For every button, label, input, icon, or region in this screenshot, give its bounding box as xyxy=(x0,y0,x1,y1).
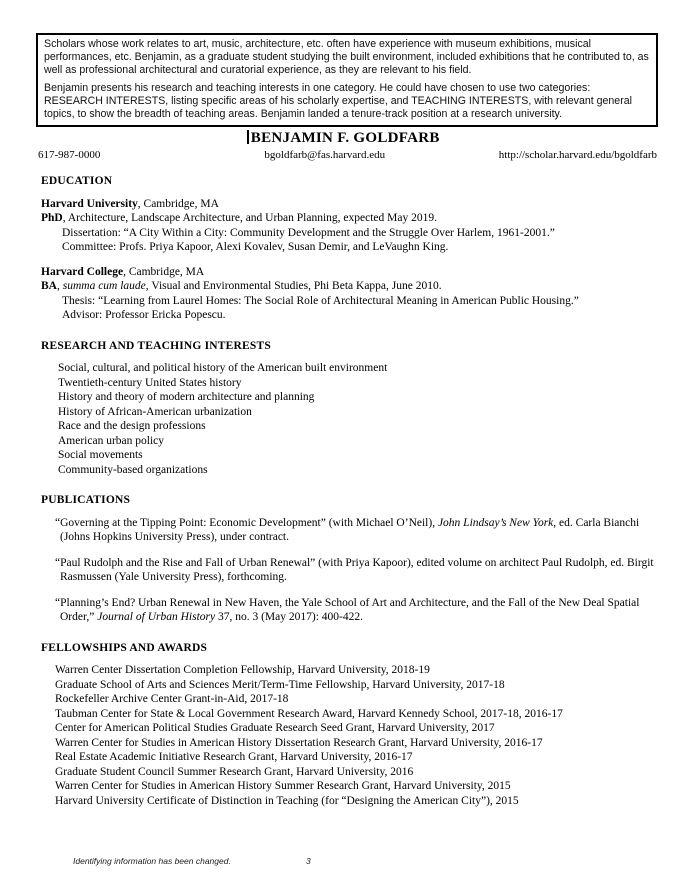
dissertation-line: Dissertation: “A City Within a City: Community Development and the Struggle Over Harlem, 1961-2001.” xyxy=(62,226,555,239)
education-entry xyxy=(41,197,659,255)
interests-list xyxy=(41,361,659,477)
thesis-line: Thesis: “Learning from Laurel Homes: The Social Role of Architectural Meaning in American Public Housing.” xyxy=(62,294,579,307)
advice-note-box xyxy=(36,33,658,127)
footer-note: Identifying information has been changed. xyxy=(73,856,231,866)
contact-row xyxy=(0,147,687,161)
interest-item: Twentieth-century United States history xyxy=(58,376,242,389)
text-cursor xyxy=(247,130,249,144)
interest-item: Community-based organizations xyxy=(58,463,208,476)
website-url: http://scholar.harvard.edu/bgoldfarb xyxy=(498,149,658,161)
fellowship-item: Center for American Political Studies Graduate Research Seed Grant, Harvard University, 2017 xyxy=(55,722,495,734)
interest-item: History and theory of modern architecture and planning xyxy=(58,391,315,403)
interest-item: American urban policy xyxy=(58,434,165,447)
degree-honors: summa cum laude xyxy=(62,280,146,292)
degree-line xyxy=(41,279,659,294)
interest-item: Social, cultural, and political history of the American built environment xyxy=(58,362,388,374)
fellowship-item: Harvard University Certificate of Distinction in Teaching (for “Designing the American City”), 2015 xyxy=(55,794,519,807)
candidate-name: BENJAMIN F. GOLDFARB xyxy=(250,130,440,146)
advice-paragraph: Benjamin presents his research and teaching interests in one category. He could have chosen to use two categories: RESEARCH INTERESTS, listing specific areas of his scholarly expertise, and TEACHING INTERESTS, with relevant general topics, to show the breadth of teaching areas. Benjamin landed a tenure-track position at a research university. xyxy=(44,82,632,120)
publication-title-italic: Journal of Urban History xyxy=(97,611,216,623)
fellowships-list xyxy=(41,663,659,808)
publication-text: 37, no. 3 (May 2017): 400-422. xyxy=(215,611,363,623)
publication-text: “Paul Rudolph and the Rise and Fall of Urban Renewal” (with Priya Kapoor), edited volume on architect Paul Rudolph, ed. Birgit Rasmussen (Yale University Press), forthcoming. xyxy=(55,556,654,583)
interest-item: Social movements xyxy=(58,449,143,461)
publications-heading: PUBLICATIONS xyxy=(41,494,131,506)
interest-item: History of African-American urbanization xyxy=(58,405,252,418)
fellowship-item: Warren Center for Studies in American History Dissertation Research Grant, Harvard University, 2016-17 xyxy=(55,736,543,749)
email-address: bgoldfarb@fas.harvard.edu xyxy=(264,149,386,161)
interests-heading: RESEARCH AND TEACHING INTERESTS xyxy=(41,339,271,352)
fellowship-item: Rockefeller Archive Center Grant-in-Aid, 2017-18 xyxy=(55,693,289,705)
fellowship-item: Taubman Center for State & Local Government Research Award, Harvard Kennedy School, 2017-18, 2016-17 xyxy=(55,707,563,720)
institution-name: Harvard College xyxy=(41,265,124,278)
degree-line xyxy=(41,211,659,226)
institution-location: , Cambridge, MA xyxy=(123,265,205,278)
page-number: 3 xyxy=(306,856,311,866)
committee-line: Committee: Profs. Priya Kapoor, Alexi Kovalev, Susan Demir, and LeVaughn King. xyxy=(62,241,449,253)
institution-location: , Cambridge, MA xyxy=(137,197,219,210)
institution-line xyxy=(41,197,659,212)
degree-description: , Visual and Environmental Studies, Phi Beta Kappa, June 2010. xyxy=(145,280,442,292)
phone-number: 617-987-0000 xyxy=(38,149,101,161)
name-row xyxy=(0,130,687,147)
fellowship-item: Warren Center for Studies in American History Summer Research Grant, Harvard University, 2015 xyxy=(55,780,511,792)
publication-title-italic: John Lindsay’s New York xyxy=(437,516,554,529)
education-entry xyxy=(41,265,659,323)
fellowship-item: Real Estate Academic Initiative Research Grant, Harvard University, 2016-17 xyxy=(55,751,413,763)
fellowships-heading: FELLOWSHIPS AND AWARDS xyxy=(41,641,208,654)
publication-item xyxy=(41,516,659,545)
fellowship-item: Graduate School of Arts and Sciences Merit/Term-Time Fellowship, Harvard University, 2017-18 xyxy=(55,678,505,691)
institution-line xyxy=(41,265,659,280)
degree-abbrev: BA xyxy=(41,280,57,292)
publication-item xyxy=(41,556,659,585)
page-footer xyxy=(0,856,687,870)
publication-item xyxy=(41,596,659,625)
interest-item: Race and the design professions xyxy=(58,420,206,432)
degree-separator: , xyxy=(56,280,63,292)
education-heading: EDUCATION xyxy=(41,175,113,187)
fellowship-item: Graduate Student Council Summer Research Grant, Harvard University, 2016 xyxy=(55,765,414,778)
institution-name: Harvard University xyxy=(41,197,138,210)
advisor-line: Advisor: Professor Ericka Popescu. xyxy=(62,309,226,321)
publication-text: , ed. Carla Bianchi (Johns Hopkins University Press), under contract. xyxy=(60,516,640,543)
degree-description: , Architecture, Landscape Architecture, and Urban Planning, expected May 2019. xyxy=(62,212,437,224)
fellowship-item: Warren Center Dissertation Completion Fellowship, Harvard University, 2018-19 xyxy=(55,664,430,676)
advice-paragraph: Scholars whose work relates to art, music, architecture, etc. often have experience with museum exhibitions, musical performances, etc. Benjamin, as a graduate student studying the built environment, included exhibitions that he contributed to, as well as professional architectural and curatorial experience, as they are relevant to his field. xyxy=(44,38,649,76)
cv-body xyxy=(41,168,659,808)
publication-text: “Governing at the Tipping Point: Economic Development” (with Michael O’Neil), xyxy=(55,516,438,529)
publication-text: “Planning’s End? Urban Renewal in New Haven, the Yale School of Art and Architecture, and the Fall of the New Deal Spatial Order,” xyxy=(55,596,640,623)
degree-abbrev: PhD xyxy=(41,212,63,224)
cv-header xyxy=(0,130,687,161)
